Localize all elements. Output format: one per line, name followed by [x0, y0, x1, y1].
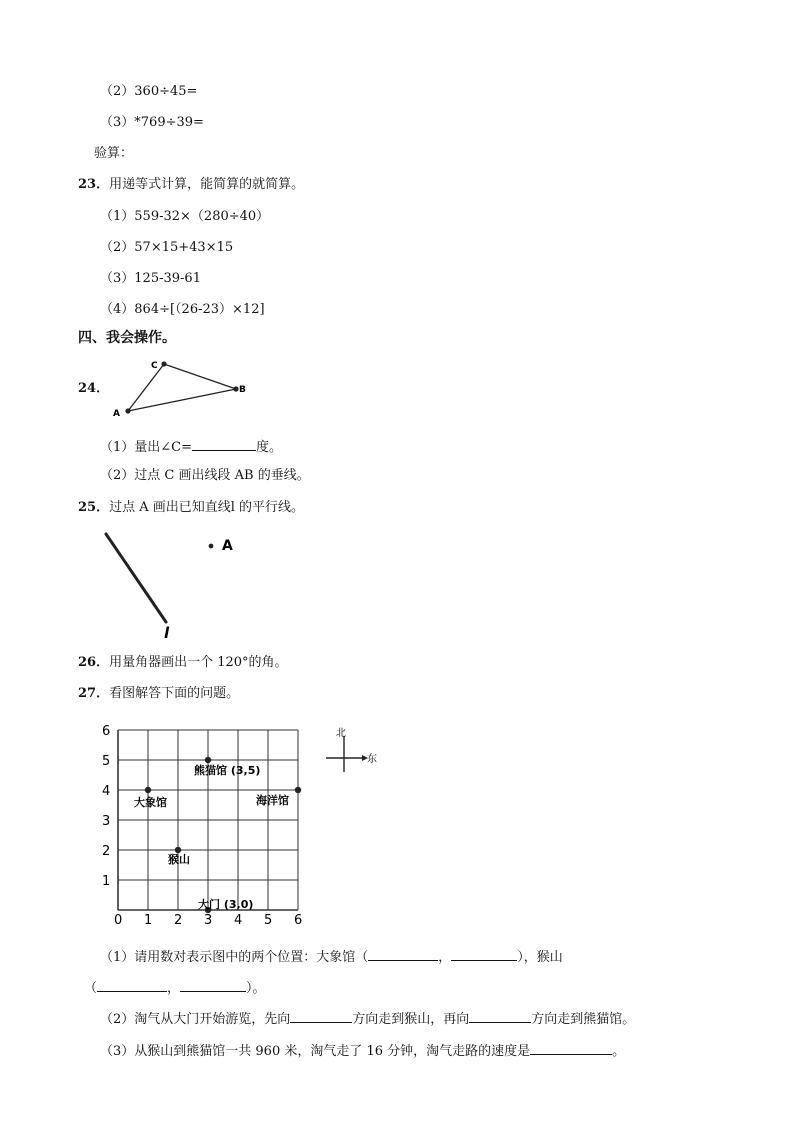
- question-25: 25．过点 A 画出已知直线l 的平行线。: [78, 500, 305, 515]
- question-23: 23．用递等式计算，能简算的就简算。: [78, 177, 305, 192]
- calc-item-2: （2）360÷45=: [100, 84, 198, 99]
- elephant-y-blank[interactable]: [451, 947, 517, 961]
- place-label: 猴山: [168, 853, 190, 866]
- q23-item-3: （3）125-39-61: [100, 271, 201, 286]
- point-a-dot: [209, 544, 214, 549]
- x-tick-label: 2: [174, 913, 183, 928]
- y-tick-label: 2: [102, 844, 111, 859]
- section-heading: 四、我会操作。: [78, 330, 176, 346]
- place-marker: [205, 757, 211, 763]
- x-tick-label: 1: [144, 913, 153, 928]
- place-marker: [145, 787, 151, 793]
- x-tick-label: 5: [264, 913, 273, 928]
- compass-north-label: 北: [336, 728, 346, 739]
- segment-ac: [128, 364, 164, 411]
- question-26: 26．用量角器画出一个 120°的角。: [78, 655, 288, 670]
- monkey-y-blank[interactable]: [180, 978, 246, 992]
- q23-item-4: （4）864÷[（26-23）×12]: [100, 302, 265, 317]
- compass-east-label: 东: [367, 754, 377, 765]
- y-tick-label: 3: [102, 814, 111, 829]
- check-label: 验算：: [94, 146, 134, 161]
- point-a-dot: [125, 408, 130, 413]
- point-c-label: C: [151, 361, 158, 371]
- calc-item-3: （3）*769÷39=: [100, 115, 204, 130]
- point-b-dot: [233, 386, 238, 391]
- place-label: 大象馆: [134, 796, 167, 809]
- q24-item-1: （1）量出∠C= 度。: [100, 437, 282, 456]
- q27-item-1: （1）请用数对表示图中的两个位置：大象馆（ ， ），猴山: [100, 947, 563, 966]
- y-tick-label: 5: [102, 754, 111, 769]
- place-label: 大门 (3,0): [198, 898, 254, 911]
- x-tick-label: 3: [204, 913, 213, 928]
- place-label: 海洋馆: [256, 794, 289, 807]
- x-tick-label: 6: [294, 913, 303, 928]
- compass: [322, 724, 382, 776]
- x-tick-label: 4: [234, 913, 243, 928]
- coordinate-grid: [98, 724, 318, 928]
- place-label: 熊猫馆 (3,5): [194, 764, 261, 777]
- q24-item-2: （2）过点 C 画出线段 AB 的垂线。: [100, 468, 310, 483]
- angle-answer-blank[interactable]: [192, 437, 256, 451]
- y-tick-label: 6: [102, 724, 111, 739]
- segment-cb: [164, 364, 236, 389]
- question-27: 27．看图解答下面的问题。: [78, 686, 240, 701]
- point-c-dot: [161, 361, 166, 366]
- direction-2-blank[interactable]: [469, 1009, 531, 1023]
- q27-item-2: （2）淘气从大门开始游览，先向 方向走到猴山，再向 方向走到熊猫馆。: [100, 1009, 635, 1028]
- y-tick-label: 1: [102, 874, 111, 889]
- direction-1-blank[interactable]: [290, 1009, 352, 1023]
- q27-item-3: （3）从猴山到熊猫馆一共 960 米，淘气走了 16 分钟，淘气走路的速度是 。: [100, 1041, 625, 1060]
- parallel-line-figure: [100, 528, 250, 643]
- elephant-x-blank[interactable]: [368, 947, 438, 961]
- triangle-figure: [108, 356, 258, 418]
- monkey-x-blank[interactable]: [97, 978, 167, 992]
- q23-item-1: （1）559-32×（280÷40）: [100, 209, 270, 224]
- speed-answer-blank[interactable]: [530, 1041, 612, 1055]
- point-a-label: A: [113, 409, 120, 418]
- y-tick-label: 4: [102, 784, 111, 799]
- q23-item-2: （2）57×15+43×15: [100, 240, 234, 255]
- place-marker: [295, 787, 301, 793]
- segment-ab: [128, 389, 236, 411]
- point-b-label: B: [239, 385, 246, 395]
- question-24-number: 24．: [78, 381, 110, 396]
- q27-item-1-line2: （ ， ）。: [84, 978, 266, 997]
- x-tick-label: 0: [114, 913, 123, 928]
- line-l-label: l: [164, 624, 170, 642]
- point-a-label: A: [222, 538, 233, 554]
- line-l: [106, 534, 166, 622]
